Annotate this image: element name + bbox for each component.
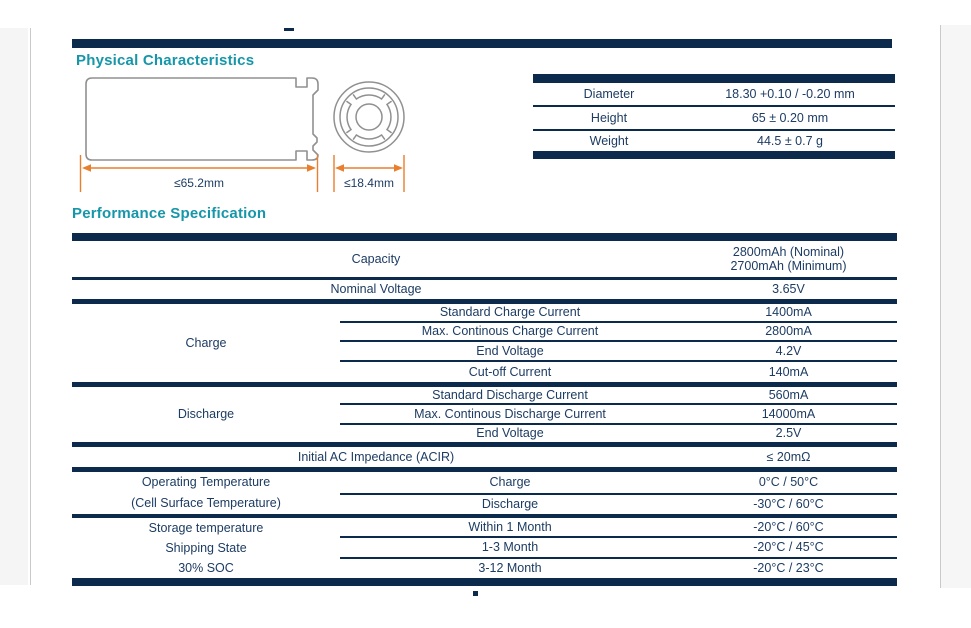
- acir-label: Initial AC Impedance (ACIR): [297, 449, 455, 464]
- dimension-row-value: 18.30 +0.10 / -0.20 mm: [725, 86, 855, 101]
- performance-specification-heading: Performance Specification: [72, 205, 267, 222]
- discharge-row-value: 2.5V: [775, 426, 802, 441]
- operating-temp-row-value: 0°C / 50°C: [758, 475, 819, 490]
- capacity-value: [680, 241, 897, 277]
- dimension-row-value: 65 ± 0.20 mm: [751, 110, 829, 125]
- physical-characteristics-heading: Physical Characteristics: [76, 52, 255, 69]
- left-margin-strip: [0, 28, 28, 585]
- nominal-voltage-value: 3.65V: [772, 282, 805, 297]
- perf-bottom-rule: [72, 578, 897, 586]
- charge-row-label: Standard Charge Current: [439, 305, 581, 320]
- capacity-label: Capacity: [351, 251, 401, 266]
- perf-top-rule: [72, 233, 897, 241]
- battery-side-view: [86, 78, 318, 160]
- discharge-block-label: Discharge: [177, 407, 235, 422]
- diameter-dimension-label: ≤18.4mm: [344, 176, 394, 190]
- storage-temp-label-line1: Storage temperature: [148, 520, 264, 535]
- discharge-row-label: Max. Continous Discharge Current: [414, 406, 606, 421]
- operating-temp-row-label: Discharge: [481, 497, 539, 512]
- charge-row-label: Cut-off Current: [468, 364, 552, 379]
- operating-temp-block-label: [72, 472, 340, 514]
- storage-temp-row-value: -20°C / 45°C: [753, 540, 824, 555]
- left-margin-line: [30, 28, 31, 585]
- charge-row-label: Max. Continous Charge Current: [421, 324, 599, 339]
- charge-row-value: 1400mA: [765, 305, 812, 320]
- charge-row-value: 140mA: [768, 364, 809, 379]
- storage-temp-block-label: [72, 518, 340, 578]
- acir-value: ≤ 20mΩ: [766, 449, 811, 464]
- discharge-row-label: Standard Discharge Current: [432, 387, 588, 402]
- charge-row-label: End Voltage: [476, 343, 544, 358]
- storage-temp-label-line3: 30% SOC: [178, 560, 234, 575]
- dimension-row-label: Weight: [589, 133, 629, 148]
- storage-temp-label-line2: Shipping State: [165, 540, 247, 555]
- dimensions-table-top-rule: [533, 74, 895, 83]
- length-dimension-label: ≤65.2mm: [174, 176, 224, 190]
- dimension-row-label: Diameter: [583, 86, 635, 101]
- capacity-value-nominal: 2800mAh (Nominal): [732, 244, 845, 259]
- stray-mark-top: [284, 28, 294, 31]
- operating-temp-row-label: Charge: [489, 475, 531, 490]
- nominal-voltage-label: Nominal Voltage: [330, 282, 422, 297]
- stray-mark-bottom: [473, 591, 478, 596]
- dimensions-table-bottom-rule: [533, 151, 895, 159]
- storage-temp-row-value: -20°C / 23°C: [753, 561, 824, 576]
- storage-temp-row-label: Within 1 Month: [468, 519, 552, 534]
- battery-top-view: [334, 82, 404, 152]
- discharge-row-value: 560mA: [768, 387, 809, 402]
- operating-temp-label-line1: Operating Temperature: [141, 475, 271, 490]
- charge-row-value: 2800mA: [765, 324, 812, 339]
- dimension-row-label: Height: [590, 110, 628, 125]
- capacity-value-minimum: 2700mAh (Minimum): [730, 259, 847, 273]
- storage-temp-row-label: 3-12 Month: [478, 561, 542, 576]
- charge-row-value: 4.2V: [775, 343, 802, 358]
- dimension-row-value: 44.5 ± 0.7 g: [757, 133, 823, 148]
- dimensions-table: [533, 74, 895, 159]
- storage-temp-row-value: -20°C / 60°C: [753, 519, 824, 534]
- performance-table: [72, 233, 897, 586]
- discharge-row-value: 14000mA: [761, 406, 816, 421]
- operating-temp-label-line2: (Cell Surface Temperature): [131, 496, 281, 511]
- operating-temp-row-value: -30°C / 60°C: [753, 497, 824, 512]
- charge-block-label: Charge: [185, 335, 227, 350]
- top-rule: [72, 39, 892, 48]
- discharge-row-label: End Voltage: [476, 426, 544, 441]
- right-margin-strip: [940, 25, 971, 588]
- storage-temp-row-label: 1-3 Month: [481, 540, 539, 555]
